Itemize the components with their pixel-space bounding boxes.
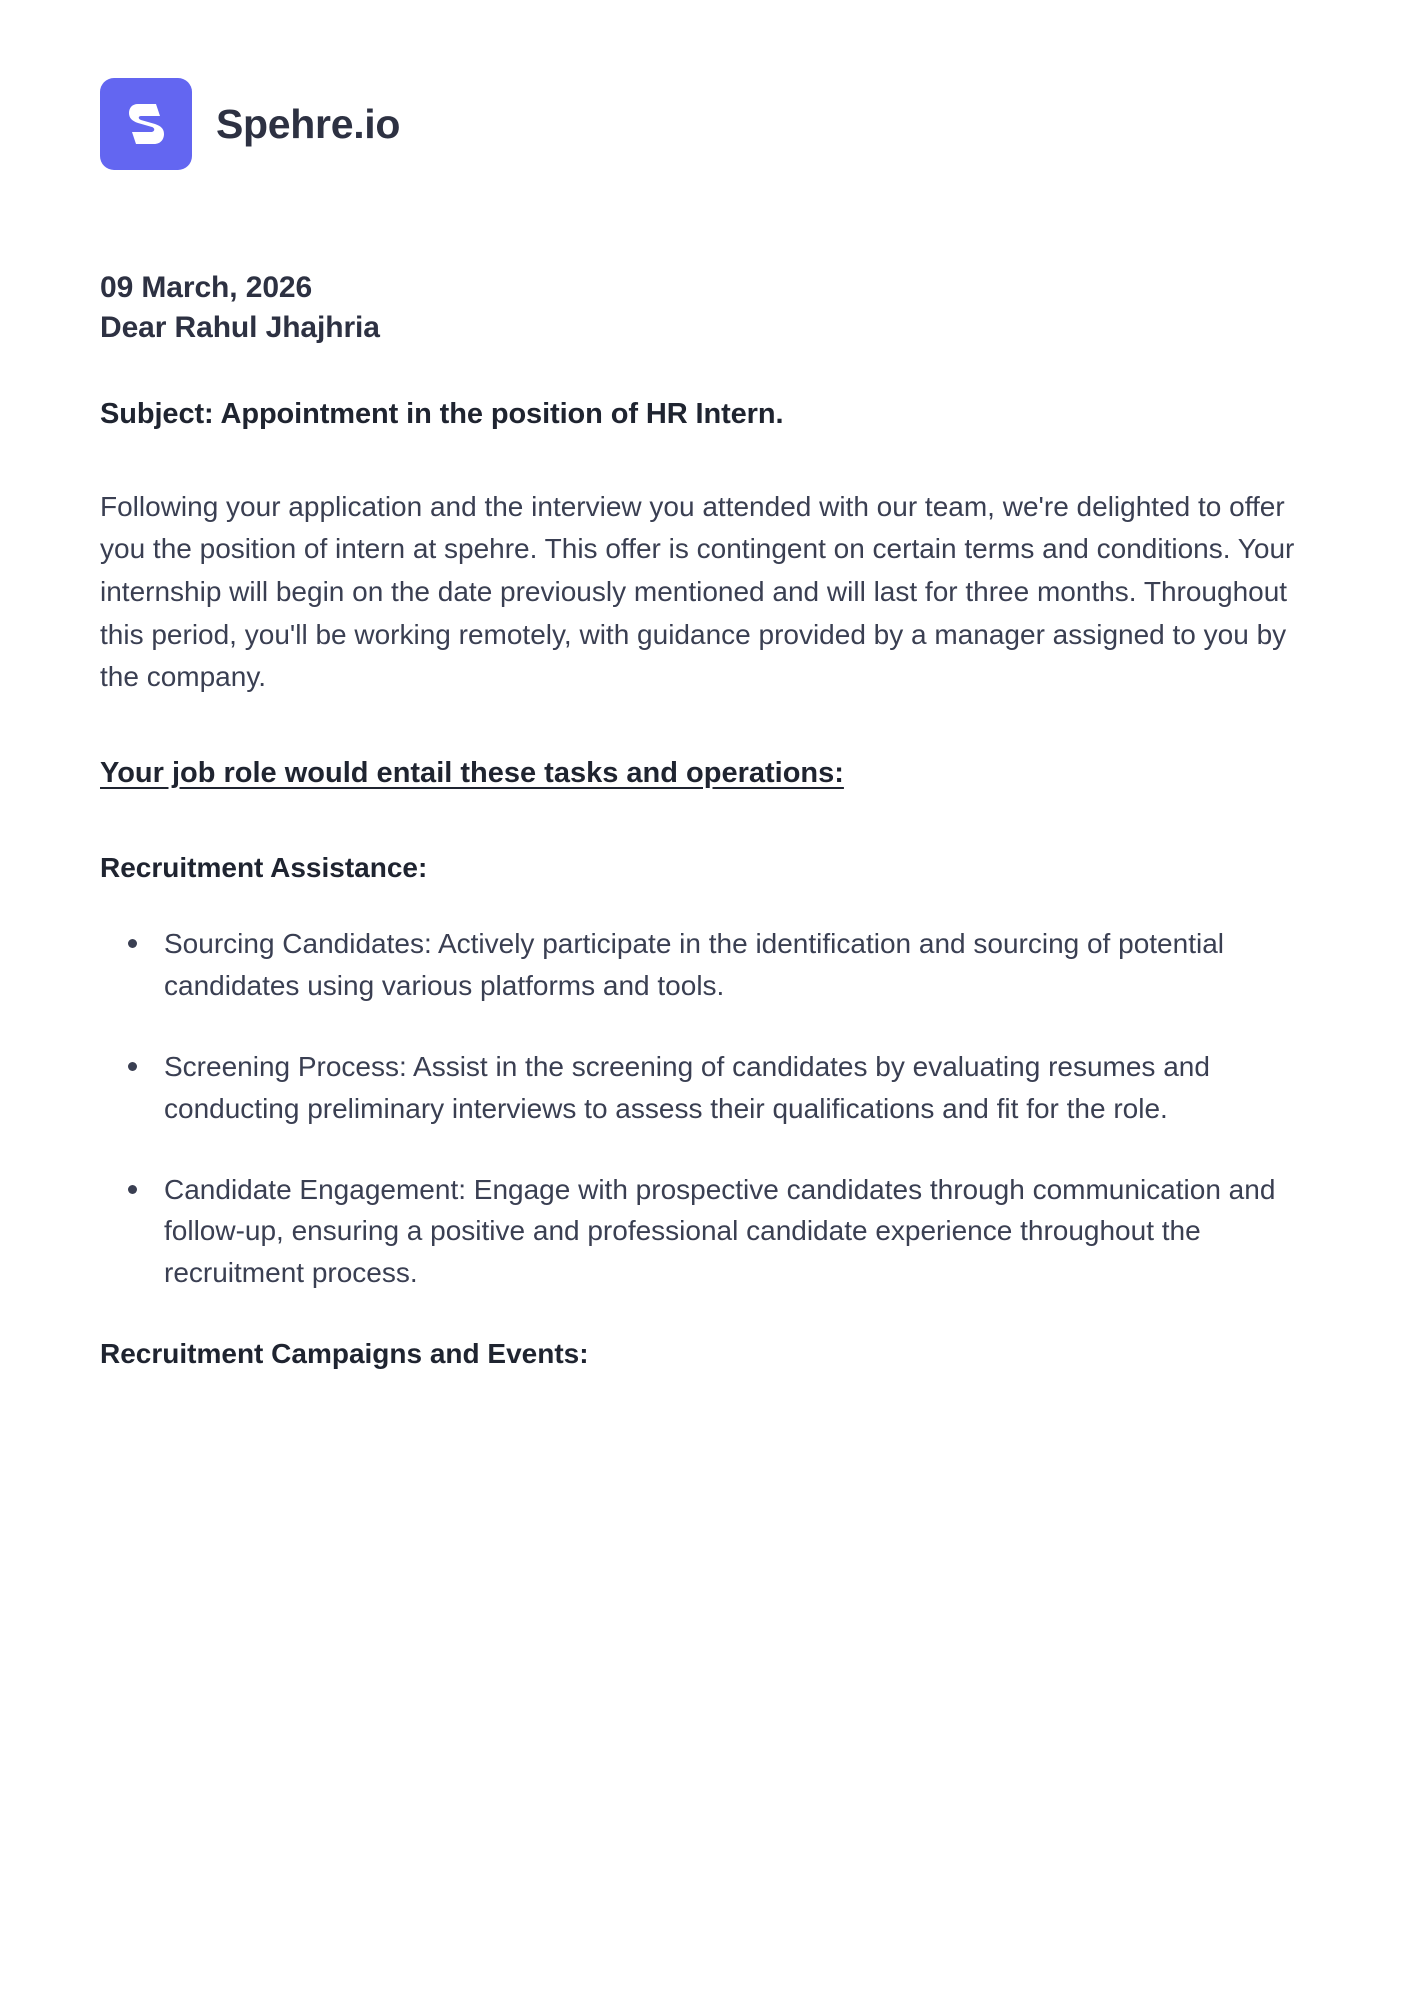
- list-item: Candidate Engagement: Engage with prospective candidates through communication and follow-up, ensuring a positive and professional candidate experience throughout the recruitment process.: [100, 1169, 1314, 1293]
- letter-date: 09 March, 2026: [100, 271, 313, 304]
- brand-header: [100, 78, 1314, 170]
- letter-meta: [100, 268, 1314, 348]
- letter-subject: Subject: Appointment in the position of HR Intern.: [100, 397, 784, 430]
- letter-intro-paragraph: Following your application and the interview you attended with our team, we're delighted to offer you the position of intern at spehre. This offer is contingent on certain terms and conditions. Your internship will begin on the date previously mentioned and will last for three months. Throughout this period, you'll be working remotely, with guidance provided by a manager assigned to you by the company.: [100, 490, 1295, 693]
- spehre-s-logo-icon: [100, 78, 192, 170]
- section-heading-recruitment-campaigns: Recruitment Campaigns and Events:: [100, 1338, 589, 1370]
- list-item: Screening Process: Assist in the screening of candidates by evaluating resumes and conducting preliminary interviews to assess their qualifications and fit for the role.: [100, 1046, 1314, 1129]
- brand-name: Spehre.io: [216, 100, 401, 147]
- job-role-heading: Your job role would entail these tasks and operations:: [100, 756, 844, 789]
- section-heading-recruitment-assistance: Recruitment Assistance:: [100, 851, 428, 883]
- letter-body: [100, 268, 1314, 1376]
- letter-salutation: Dear Rahul Jhajhria: [100, 310, 380, 344]
- list-item: Sourcing Candidates: Actively participate in the identification and sourcing of potential candidates using various platforms and tools.: [100, 923, 1314, 1006]
- recruitment-assistance-list: [100, 923, 1314, 1293]
